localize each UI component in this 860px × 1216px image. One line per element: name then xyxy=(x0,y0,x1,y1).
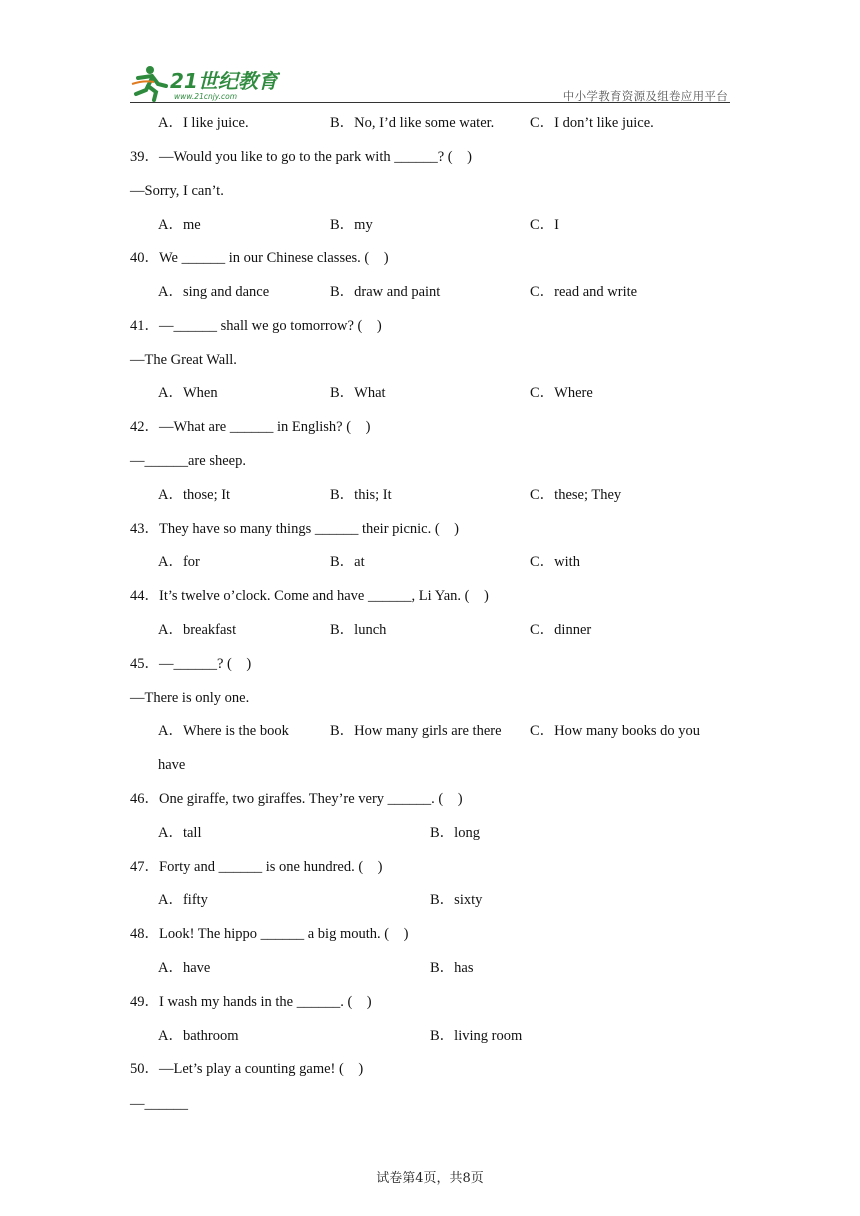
text-line: C．read and write xyxy=(530,284,638,300)
text-line: B．at xyxy=(330,554,365,570)
text-line: A．me xyxy=(158,217,201,233)
svg-text:www.21cnjy.com: www.21cnjy.com xyxy=(174,92,238,101)
text-line: B．No, I’d like some water. xyxy=(330,115,495,131)
text-line: 42．—What are ______ in English? ( ) xyxy=(130,419,371,435)
logo-21cnjy xyxy=(130,64,280,102)
text-line: B．sixty xyxy=(430,892,483,908)
svg-text:21世纪教育: 21世纪教育 xyxy=(170,69,278,93)
text-line: 44．It’s twelve o’clock. Come and have ______, Li Yan. ( ) xyxy=(130,588,489,604)
text-line: A．bathroom xyxy=(158,1028,239,1044)
page-header xyxy=(130,64,730,104)
text-line: B．lunch xyxy=(330,622,387,638)
text-line: —______are sheep. xyxy=(130,453,246,469)
text-line: B．How many girls are there xyxy=(330,723,502,739)
text-line: —There is only one. xyxy=(130,690,250,706)
text-line: C．I xyxy=(530,217,559,233)
text-line: A．breakfast xyxy=(158,622,237,638)
text-line: 46．One giraffe, two giraffes. They’re very ______. ( ) xyxy=(130,791,463,807)
text-line: 39．—Would you like to go to the park with ______? ( ) xyxy=(130,149,472,165)
text-line: —______ xyxy=(130,1096,188,1112)
text-line: have xyxy=(158,757,186,773)
text-line: C．dinner xyxy=(530,622,592,638)
text-line: 50．—Let’s play a counting game! ( ) xyxy=(130,1061,364,1077)
text-line: 49．I wash my hands in the ______. ( ) xyxy=(130,994,372,1010)
text-line: B．has xyxy=(430,960,474,976)
text-line: B．living room xyxy=(430,1028,523,1044)
text-line: 41．—______ shall we go tomorrow? ( ) xyxy=(130,318,382,334)
text-line: A．fifty xyxy=(158,892,208,908)
text-line: C．I don’t like juice. xyxy=(530,115,654,131)
text-line: A．tall xyxy=(158,825,202,841)
text-line: 40．We ______ in our Chinese classes. ( ) xyxy=(130,250,389,266)
text-line: B．What xyxy=(330,385,386,401)
text-line: C．with xyxy=(530,554,580,570)
header-platform-text: 中小学教育资源及组卷应用平台 xyxy=(562,89,728,103)
text-line: A．for xyxy=(158,554,200,570)
text-line: C．Where xyxy=(530,385,593,401)
text-line: A．Where is the book xyxy=(158,723,289,739)
text-line: B．draw and paint xyxy=(330,284,441,300)
text-line: A．those; It xyxy=(158,487,231,503)
page-footer: 试卷第4页，共8页 xyxy=(376,1171,484,1186)
text-line: —Sorry, I can’t. xyxy=(130,183,224,199)
text-line: B．this; It xyxy=(330,487,392,503)
text-line: 43．They have so many things ______ their picnic. ( ) xyxy=(130,521,460,537)
text-line: A．When xyxy=(158,385,218,401)
text-line: 48．Look! The hippo ______ a big mouth. ( ) xyxy=(130,926,409,942)
header-divider xyxy=(130,102,730,103)
text-line: B．long xyxy=(430,825,480,841)
text-line: 47．Forty and ______ is one hundred. ( ) xyxy=(130,859,383,875)
text-line: A．I like juice. xyxy=(158,115,249,131)
text-line: A．sing and dance xyxy=(158,284,270,300)
text-line: C．these; They xyxy=(530,487,622,503)
text-line: —The Great Wall. xyxy=(130,352,237,368)
text-line: C．How many books do you xyxy=(530,723,700,739)
text-line: B．my xyxy=(330,217,373,233)
text-line: A．have xyxy=(158,960,211,976)
text-line: 45．—______? ( ) xyxy=(130,656,252,672)
